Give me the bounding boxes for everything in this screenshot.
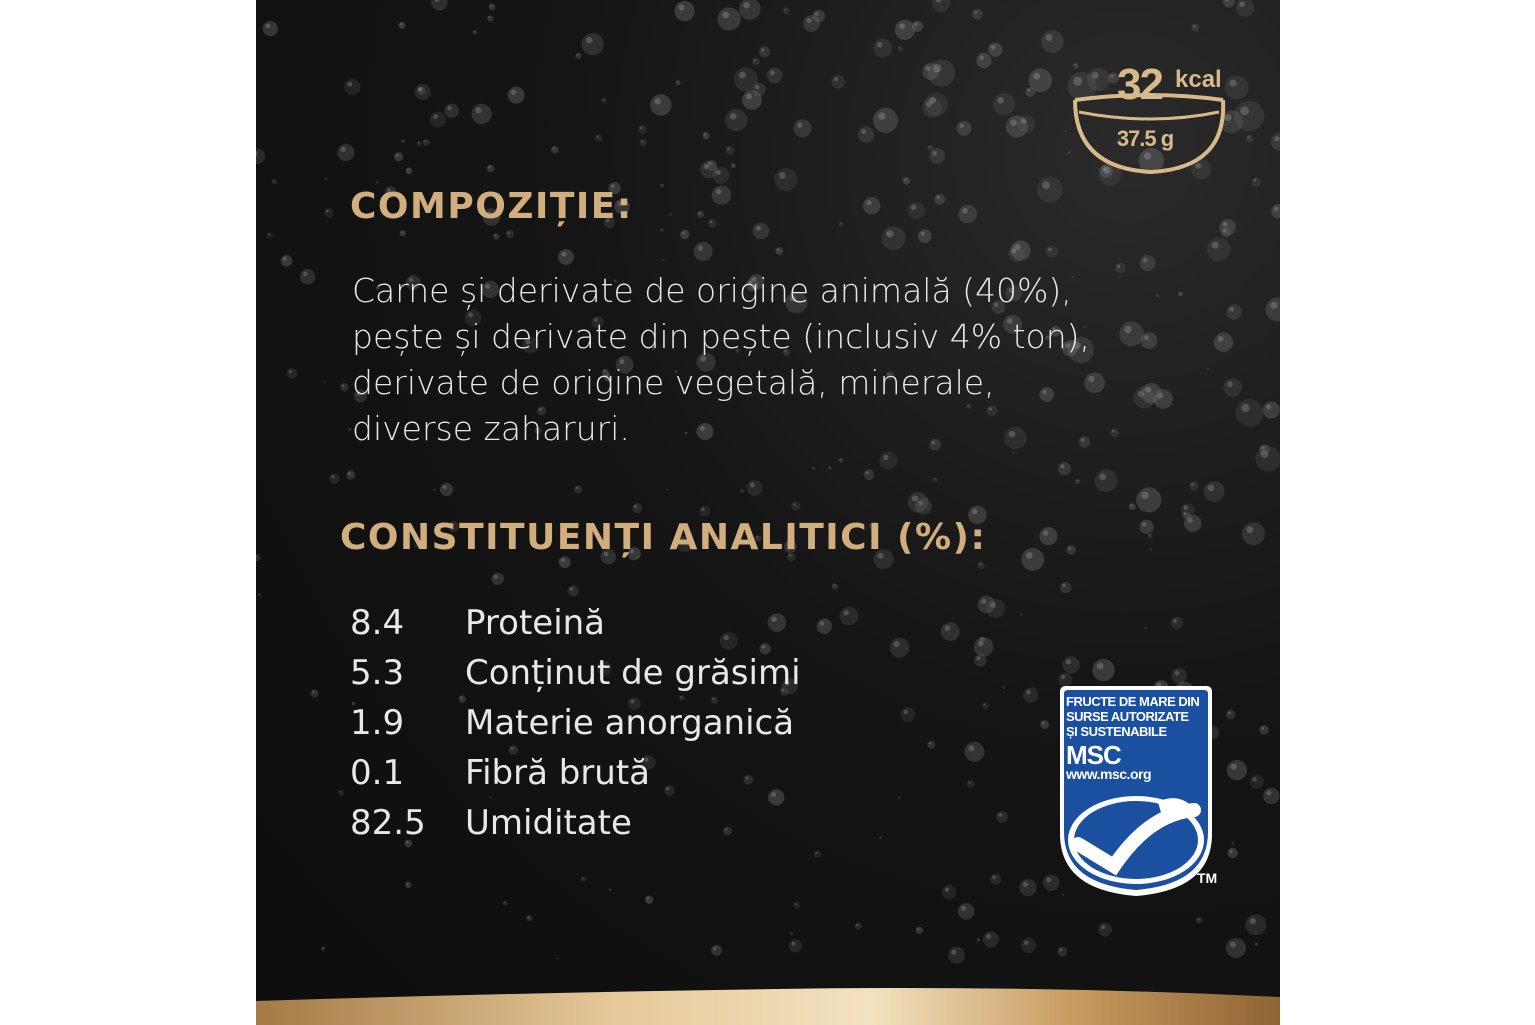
product-info-panel bbox=[256, 0, 1280, 1025]
msc-certification-logo bbox=[1054, 684, 1222, 904]
kcal-value: 32 bbox=[1117, 60, 1162, 109]
analytics-row bbox=[350, 698, 801, 748]
analytics-row bbox=[350, 798, 801, 848]
composition-line: Carne și derivate de origine animală (40%), bbox=[352, 271, 1072, 310]
analytics-label: Materie anorganică bbox=[465, 703, 795, 743]
analytics-value: 8.4 bbox=[350, 603, 405, 643]
portion-size: 37.5 g bbox=[1116, 126, 1174, 151]
msc-tagline-line: SURSE AUTORIZATE bbox=[1066, 709, 1189, 724]
calorie-badge bbox=[1071, 50, 1231, 180]
analytics-row bbox=[350, 648, 801, 698]
msc-brand: MSC bbox=[1066, 740, 1121, 770]
analytics-label: Proteină bbox=[465, 603, 606, 643]
analytics-value: 1.9 bbox=[350, 703, 405, 743]
analytics-value: 0.1 bbox=[350, 753, 405, 793]
analytics-value: 82.5 bbox=[350, 803, 426, 843]
composition-heading: COMPOZIȚIE: bbox=[350, 186, 633, 227]
composition-text bbox=[352, 268, 1222, 452]
msc-tagline-line: FRUCTE DE MARE DIN bbox=[1066, 694, 1200, 709]
analytics-label: Umiditate bbox=[465, 803, 632, 843]
trademark-mark: TM bbox=[1197, 870, 1218, 886]
analytics-row bbox=[350, 748, 801, 798]
msc-tagline bbox=[1066, 694, 1199, 739]
msc-url: www.msc.org bbox=[1066, 766, 1152, 782]
analytics-heading: CONSTITUENȚI ANALITICI (%): bbox=[340, 517, 987, 558]
analytics-label: Conținut de grăsimi bbox=[465, 653, 801, 693]
analytics-list bbox=[350, 598, 801, 848]
composition-line: pește și derivate din pește (inclusiv 4% ton), bbox=[352, 317, 1091, 356]
composition-line: derivate de origine vegetală, minerale, bbox=[352, 363, 995, 402]
analytics-value: 5.3 bbox=[350, 653, 405, 693]
kcal-unit: kcal bbox=[1175, 66, 1222, 93]
analytics-row bbox=[350, 598, 801, 648]
msc-tagline-line: ȘI SUSTENABILE bbox=[1066, 724, 1167, 739]
composition-line: diverse zaharuri. bbox=[352, 409, 630, 448]
gold-wave-decoration bbox=[256, 975, 1280, 1025]
analytics-label: Fibră brută bbox=[465, 753, 651, 793]
